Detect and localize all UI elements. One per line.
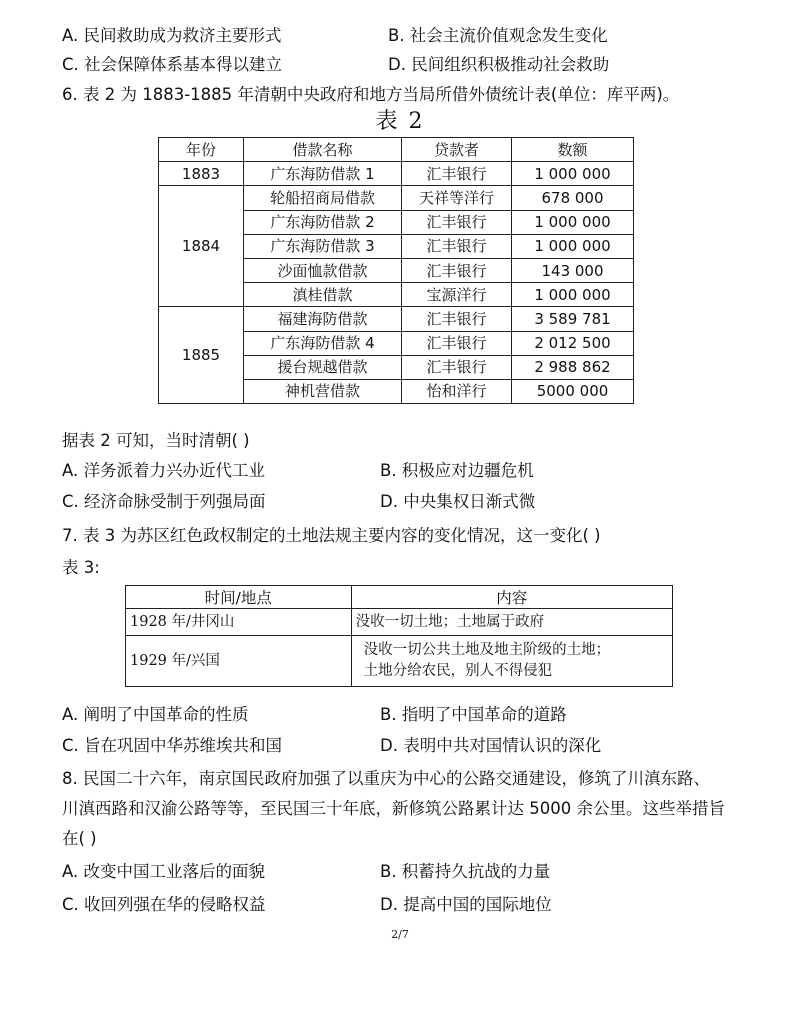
q8-option-a: A. 改变中国工业落后的面貌 <box>62 862 265 881</box>
q6-option-a: A. 洋务派着力兴办近代工业 <box>62 461 265 480</box>
foreign-loan-table <box>158 137 634 404</box>
table-row <box>159 186 634 210</box>
q8-stem-line-2: 川滇西路和汉渝公路等等，至民国三十年底，新修筑公路累计达 5000 余公里。这些举措旨 <box>62 799 725 818</box>
loan-name-cell: 沙面恤款借款 <box>244 258 402 282</box>
header-year: 年份 <box>159 138 244 162</box>
lender-cell: 汇丰银行 <box>402 210 512 234</box>
content-line: 土地分给农民，别人不得侵犯 <box>363 663 553 679</box>
header-time-place: 时间/地点 <box>126 586 352 609</box>
loan-name-cell: 广东海防借款 3 <box>244 234 402 258</box>
amount-cell: 5000 000 <box>512 379 634 403</box>
loan-name-cell: 轮船招商局借款 <box>244 186 402 210</box>
loan-name-cell: 广东海防借款 2 <box>244 210 402 234</box>
q8-stem-line-1: 8. 民国二十六年，南京国民政府加强了以重庆为中心的公路交通建设，修筑了川滇东路、 <box>62 769 710 788</box>
q5-option-a: A. 民间救助成为救济主要形式 <box>62 26 282 45</box>
year-cell: 1883 <box>159 162 244 186</box>
lender-cell: 天祥等洋行 <box>402 186 512 210</box>
table-row <box>126 609 673 636</box>
header-lender: 贷款者 <box>402 138 512 162</box>
header-loan-name: 借款名称 <box>244 138 402 162</box>
amount-cell: 1 000 000 <box>512 210 634 234</box>
amount-cell: 2 012 500 <box>512 331 634 355</box>
amount-cell: 1 000 000 <box>512 283 634 307</box>
q5-option-d: D. 民间组织积极推动社会救助 <box>388 55 610 74</box>
year-cell: 1884 <box>159 186 244 307</box>
lender-cell: 宝源洋行 <box>402 283 512 307</box>
table-header-row <box>159 138 634 162</box>
q7-option-a: A. 阐明了中国革命的性质 <box>62 705 249 724</box>
amount-cell: 2 988 862 <box>512 355 634 379</box>
q5-option-b: B. 社会主流价值观念发生变化 <box>388 26 608 45</box>
lender-cell: 汇丰银行 <box>402 234 512 258</box>
loan-name-cell: 广东海防借款 4 <box>244 331 402 355</box>
table-row <box>159 162 634 186</box>
q8-option-b: B. 积蓄持久抗战的力量 <box>380 862 551 881</box>
time-place-cell: 1929 年/兴国 <box>126 636 352 687</box>
table-row <box>159 307 634 331</box>
time-place-cell: 1928 年/井冈山 <box>126 609 352 636</box>
q6-stem: 6. 表 2 为 1883-1885 年清朝中央政府和地方当局所借外债统计表(单位：库平两)。 <box>62 85 680 104</box>
lender-cell: 汇丰银行 <box>402 331 512 355</box>
content-cell: 没收一切土地；土地属于政府 <box>351 609 672 636</box>
header-content: 内容 <box>351 586 672 609</box>
table-2-title: 表 2 <box>375 109 425 134</box>
table-3-label: 表 3: <box>62 558 100 577</box>
page-number: 2/7 <box>391 928 409 941</box>
header-amount: 数额 <box>512 138 634 162</box>
q7-option-b: B. 指明了中国革命的道路 <box>380 705 567 724</box>
lender-cell: 怡和洋行 <box>402 379 512 403</box>
q5-option-c: C. 社会保障体系基本得以建立 <box>62 55 283 74</box>
amount-cell: 1 000 000 <box>512 162 634 186</box>
table-row <box>126 636 673 687</box>
land-law-table <box>125 585 673 687</box>
amount-cell: 143 000 <box>512 258 634 282</box>
loan-name-cell: 神机营借款 <box>244 379 402 403</box>
q6-question: 据表 2 可知，当时清朝( ) <box>62 431 250 450</box>
loan-name-cell: 福建海防借款 <box>244 307 402 331</box>
lender-cell: 汇丰银行 <box>402 162 512 186</box>
amount-cell: 3 589 781 <box>512 307 634 331</box>
content-cell <box>351 636 672 687</box>
q8-option-d: D. 提高中国的国际地位 <box>380 895 552 914</box>
amount-cell: 1 000 000 <box>512 234 634 258</box>
q6-option-c: C. 经济命脉受制于列强局面 <box>62 492 266 511</box>
amount-cell: 678 000 <box>512 186 634 210</box>
q7-option-d: D. 表明中共对国情认识的深化 <box>380 736 602 755</box>
q6-option-b: B. 积极应对边疆危机 <box>380 461 534 480</box>
loan-name-cell: 滇桂借款 <box>244 283 402 307</box>
q7-option-c: C. 旨在巩固中华苏维埃共和国 <box>62 736 283 755</box>
year-cell: 1885 <box>159 307 244 404</box>
content-line: 没收一切公共土地及地主阶级的土地； <box>363 642 611 658</box>
table-header-row <box>126 586 673 609</box>
q7-stem: 7. 表 3 为苏区红色政权制定的土地法规主要内容的变化情况，这一变化( ) <box>62 526 601 545</box>
lender-cell: 汇丰银行 <box>402 355 512 379</box>
lender-cell: 汇丰银行 <box>402 258 512 282</box>
loan-name-cell: 援台规越借款 <box>244 355 402 379</box>
q8-stem-line-3: 在( ) <box>62 829 97 848</box>
q6-option-d: D. 中央集权日渐式微 <box>380 492 536 511</box>
lender-cell: 汇丰银行 <box>402 307 512 331</box>
q8-option-c: C. 收回列强在华的侵略权益 <box>62 895 266 914</box>
loan-name-cell: 广东海防借款 1 <box>244 162 402 186</box>
